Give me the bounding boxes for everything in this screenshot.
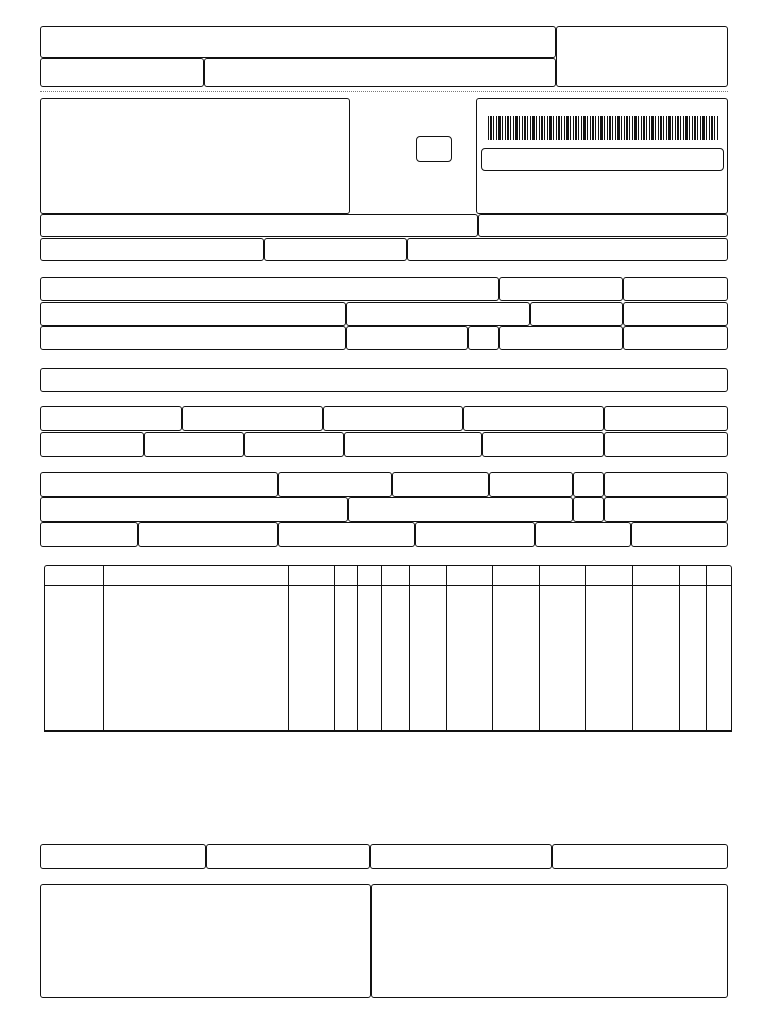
freight-payer-field — [278, 472, 392, 497]
volume-numbering-field — [415, 522, 535, 547]
table-column-divider — [334, 566, 335, 730]
cut-line — [40, 91, 728, 92]
table-column-divider — [539, 566, 540, 730]
authorization-protocol-field — [478, 214, 728, 237]
table-column-divider — [381, 566, 382, 730]
substitute-registration-field — [264, 238, 407, 261]
issue-date-field — [623, 277, 728, 301]
cnpj-field — [407, 238, 728, 261]
product-table — [44, 565, 732, 732]
emitter-box — [40, 98, 350, 214]
volume-species-field — [138, 522, 278, 547]
freight-value-field — [40, 432, 144, 457]
products-total-field — [604, 406, 728, 431]
vehicle-state-field — [573, 472, 604, 497]
municipal-registration-field — [40, 844, 206, 869]
receipt-signature-field — [204, 58, 556, 87]
recipient-address-field — [40, 302, 346, 326]
carrier-city-field — [348, 497, 573, 522]
table-column-divider — [706, 566, 707, 730]
recipient-zip-field — [530, 302, 623, 326]
billing-field — [40, 368, 728, 392]
net-weight-field — [631, 522, 728, 547]
receipt-field — [40, 26, 556, 58]
table-column-divider — [679, 566, 680, 730]
carrier-address-field — [40, 497, 348, 522]
table-column-divider — [446, 566, 447, 730]
table-column-divider — [632, 566, 633, 730]
ipi-value-field — [482, 432, 604, 457]
receipt-date-field — [40, 58, 204, 87]
gross-weight-field — [535, 522, 631, 547]
table-column-divider — [585, 566, 586, 730]
issqn-value-field — [552, 844, 728, 869]
operation-nature-field — [40, 214, 478, 237]
icms-value-field — [182, 406, 323, 431]
issqn-base-field — [370, 844, 552, 869]
icms-base-field — [40, 406, 182, 431]
barcode-icon — [488, 116, 718, 140]
volume-brand-field — [278, 522, 415, 547]
table-column-divider — [288, 566, 289, 730]
invoice-total-field — [604, 432, 728, 457]
exit-time-field — [623, 326, 728, 350]
carrier-name-field — [40, 472, 278, 497]
volume-quantity-field — [40, 522, 138, 547]
carrier-state-field — [573, 497, 604, 522]
exit-date-field — [623, 302, 728, 326]
recipient-phone-field — [346, 326, 468, 350]
icms-st-base-field — [323, 406, 463, 431]
recipient-name-field — [40, 277, 499, 301]
entry-exit-box — [416, 136, 452, 162]
table-column-divider — [492, 566, 493, 730]
recipient-state-field — [468, 326, 499, 350]
fiscal-reserve-box — [371, 884, 728, 998]
antt-code-field — [392, 472, 489, 497]
state-registration-field — [40, 238, 264, 261]
discount-field — [244, 432, 344, 457]
product-table-header — [45, 566, 731, 586]
icms-st-value-field — [463, 406, 604, 431]
recipient-ie-field — [499, 326, 623, 350]
additional-info-box — [40, 884, 371, 998]
table-column-divider — [409, 566, 410, 730]
recipient-district-field — [346, 302, 530, 326]
other-expenses-field — [344, 432, 482, 457]
table-column-divider — [103, 566, 104, 730]
recipient-cnpj-field — [499, 277, 623, 301]
insurance-value-field — [144, 432, 244, 457]
carrier-ie-field — [604, 497, 728, 522]
access-key-field — [481, 148, 724, 171]
table-column-divider — [357, 566, 358, 730]
recipient-city-field — [40, 326, 346, 350]
document-number-box — [556, 26, 728, 87]
services-total-field — [206, 844, 370, 869]
vehicle-plate-field — [489, 472, 573, 497]
carrier-cnpj-field — [604, 472, 728, 497]
